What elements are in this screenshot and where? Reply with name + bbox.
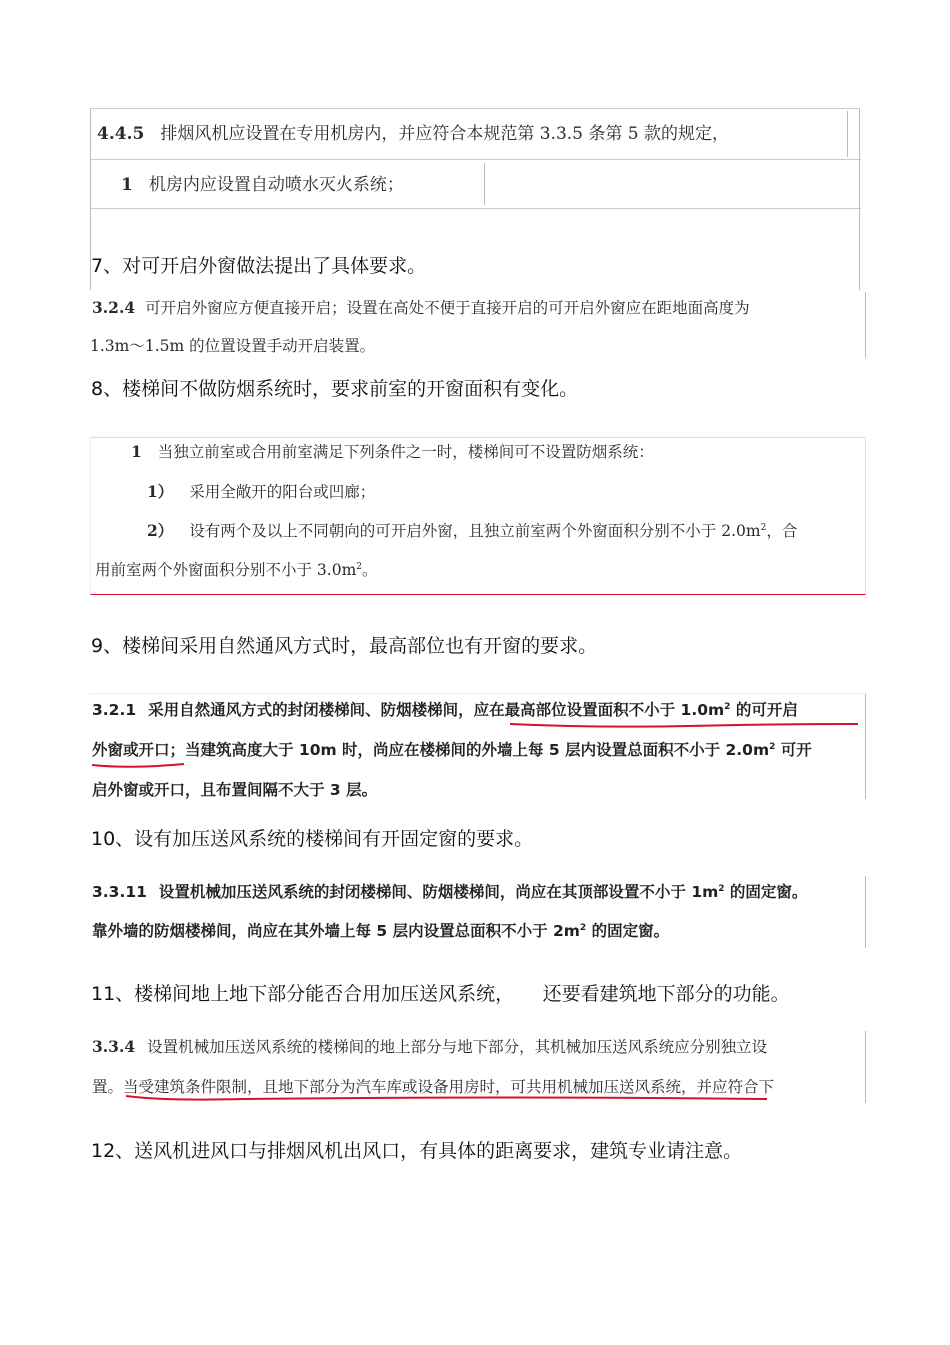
superscript: 2 [718, 883, 725, 894]
clause-text-tail: 的可开启 [730, 701, 798, 719]
clause-3311-line-2 [92, 921, 669, 941]
clause-text: 可开启外窗应方便直接开启；设置在高处不便于直接开启的可开启外窗应在距地面高度为 [145, 299, 750, 317]
superscript: 2 [579, 922, 587, 933]
clause-number: 3.2.1 [92, 701, 137, 719]
point-8-heading: 8、楼梯间不做防烟系统时，要求前室的开窗面积有变化。 [91, 378, 579, 400]
item-text: 当独立前室或合用前室满足下列条件之一时，楼梯间可不设置防烟系统： [157, 443, 654, 461]
item-number: 1 [131, 442, 142, 461]
clause-324-line-2: 1.3m～1.5m 的位置设置手动开启装置。 [90, 337, 376, 355]
superscript: 2 [356, 561, 363, 572]
point-11-heading: 11、楼梯间地上地下部分能否合用加压送风系统， 还要看建筑地下部分的功能。 [91, 983, 790, 1005]
superscript: 2 [724, 701, 731, 712]
clause-text-tail: 可开 [775, 741, 812, 759]
clause-324-excerpt [90, 292, 866, 358]
clause-text: ；当建筑高度大于 10m 时，尚应在楼梯间的外墙上每 5 层内设置总面积不小于 2.0m [169, 741, 770, 759]
sub-number: 1） [147, 482, 174, 501]
point-9-heading: 9、楼梯间采用自然通风方式时，最高部位也有开窗的要求。 [91, 635, 598, 657]
point-12-heading: 12、送风机进风口与排烟风机出风口，有具体的距离要求，建筑专业请注意。 [91, 1140, 743, 1162]
clause-text: 置。 [92, 1078, 124, 1096]
clause-321-excerpt [90, 693, 866, 799]
clause-number: 3.3.11 [92, 883, 147, 901]
clause-445-title [97, 124, 729, 144]
clause-text: 设置机械加压送风系统的楼梯间的地上部分与地下部分，其机械加压送风系统应分别独立设 [147, 1038, 768, 1056]
clause-321-line-2 [92, 740, 812, 760]
clause-445-item-1 [121, 175, 404, 195]
clause-number: 4.4.5 [97, 124, 145, 144]
highlighted-text: 当受建筑条件限制，且地下部分为汽车库或设备用房时，可共用机械加压送风系统 [123, 1078, 682, 1096]
highlighted-text: 应在最高部位设置面积不小于 1.0m [473, 701, 725, 719]
clause-number: 3.2.4 [92, 298, 136, 317]
clause-text: 靠外墙的防烟楼梯间，尚应在其外墙上每 5 层内设置总面积不小于 2m [92, 922, 580, 940]
sub-text: 采用全敞开的阳台或凹廊； [189, 483, 376, 501]
clause-text-tail: ，并应符合下 [681, 1078, 775, 1096]
point-7-heading: 7、对可开启外窗做法提出了具体要求。 [91, 254, 432, 278]
point-10-heading: 10、设有加压送风系统的楼梯间有开固定窗的要求。 [91, 828, 534, 850]
clause-text: 采用自然通风方式的封闭楼梯间、防烟楼梯间， [148, 701, 474, 719]
continuation-text: 用前室两个外窗面积分别不小于 3.0m [95, 561, 357, 579]
clause-text: 排烟风机应设置在专用机房内，并应符合本规范第 3.3.5 条第 5 款的规定， [160, 124, 730, 144]
superscript: 2 [760, 522, 767, 533]
continuation-tail: 。 [362, 561, 378, 579]
sub-text-tail: ，合 [766, 522, 798, 540]
highlighted-text: 外窗或开口 [92, 741, 170, 759]
clause-3311-line-1 [92, 882, 807, 902]
clause-324-line-1 [92, 298, 750, 318]
clause-text-tail: 的固定窗。 [724, 883, 808, 901]
front-room-item-1 [131, 442, 654, 462]
clause-334-excerpt [90, 1031, 866, 1103]
clause-334-line-1 [92, 1037, 767, 1057]
clause-3311-excerpt [90, 876, 866, 948]
item-text: 机房内应设置自动喷水灭火系统； [148, 175, 404, 195]
item-number: 1 [121, 175, 133, 195]
sub-number: 2） [147, 521, 174, 540]
clause-number: 3.3.4 [92, 1037, 136, 1056]
clause-321-line-3: 启外窗或开口，且布置间隔不大于 3 层。 [92, 781, 378, 799]
clause-text-tail: 的固定窗。 [586, 922, 670, 940]
front-room-line-4 [95, 560, 378, 580]
sub-text: 设有两个及以上不同朝向的可开启外窗，且独立前室两个外窗面积分别不小于 2.0m [189, 522, 761, 540]
clause-321-line-1 [92, 700, 798, 720]
front-room-sub-1 [147, 482, 375, 502]
superscript: 2 [769, 741, 776, 752]
red-underline-3 [124, 1093, 769, 1103]
clause-text: 设置机械加压送风系统的封闭楼梯间、防烟楼梯间，尚应在其顶部设置不小于 1m [158, 883, 719, 901]
front-room-excerpt [90, 437, 866, 595]
red-underline-2 [90, 760, 186, 770]
front-room-sub-2 [147, 521, 797, 541]
red-underline-1 [508, 720, 860, 730]
